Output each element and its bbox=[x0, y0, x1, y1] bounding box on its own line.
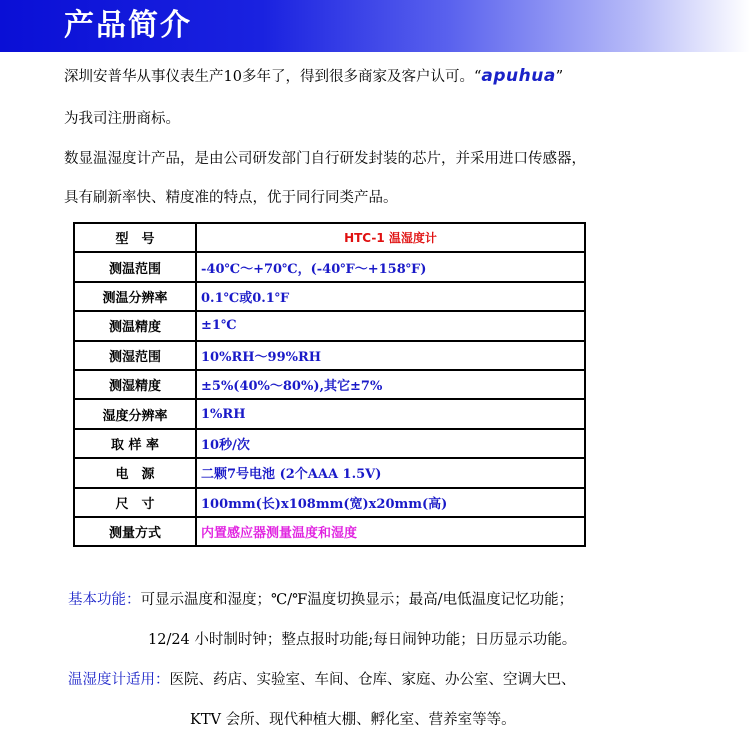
spec-label: 测量方式 bbox=[74, 517, 196, 546]
header-banner bbox=[0, 0, 750, 52]
usage-label: 温湿度计适用： bbox=[68, 672, 170, 688]
spec-label: 测湿范围 bbox=[74, 341, 196, 370]
basic-features-line-2: 12/24 小时制时钟；整点报时功能;每日闹钟功能；日历显示功能。 bbox=[148, 632, 577, 648]
spec-value: ±1℃ bbox=[196, 311, 585, 340]
table-row bbox=[74, 488, 585, 517]
spec-value: 10秒/次 bbox=[196, 429, 585, 458]
table-row bbox=[74, 223, 585, 252]
intro-quote-end: ” bbox=[555, 69, 564, 85]
table-row bbox=[74, 282, 585, 311]
spec-label: 湿度分辨率 bbox=[74, 399, 196, 428]
table-row bbox=[74, 458, 585, 487]
intro-line-3: 数显温湿度计产品，是由公司研发部门自行研发封装的芯片，并采用进口传感器， bbox=[64, 151, 586, 167]
table-row bbox=[74, 429, 585, 458]
spec-table bbox=[73, 222, 586, 547]
spec-value: ±5%(40%～80%),其它±7% bbox=[196, 370, 585, 399]
brand-logo: apuhua bbox=[481, 66, 556, 86]
spec-value: 0.1℃或0.1℉ bbox=[196, 282, 585, 311]
table-row bbox=[74, 252, 585, 281]
basic-features-label: 基本功能： bbox=[68, 592, 141, 608]
intro-line-2: 为我司注册商标。 bbox=[64, 111, 180, 127]
spec-value: 10%RH～99%RH bbox=[196, 341, 585, 370]
spec-label: 测温精度 bbox=[74, 311, 196, 340]
page-title: 产品简介 bbox=[64, 8, 192, 43]
spec-value-model: HTC-1 温湿度计 bbox=[196, 223, 585, 252]
intro-line-4: 具有刷新率快、精度准的特点，优于同行同类产品。 bbox=[64, 190, 398, 206]
table-row bbox=[74, 341, 585, 370]
table-row bbox=[74, 517, 585, 546]
usage-text: 医院、药店、实验室、车间、仓库、家庭、办公室、空调大巴、 bbox=[169, 672, 576, 688]
basic-features-text: 可显示温度和湿度；℃/℉温度切换显示；最高/电低温度记忆功能； bbox=[140, 592, 574, 608]
spec-label: 电 源 bbox=[74, 458, 196, 487]
basic-features bbox=[68, 590, 573, 610]
table-row bbox=[74, 311, 585, 340]
spec-label: 尺 寸 bbox=[74, 488, 196, 517]
intro-text: 深圳安普华从事仪表生产10多年了，得到很多商家及客户认可。“ bbox=[64, 69, 482, 85]
usage bbox=[68, 670, 576, 690]
spec-label: 测湿精度 bbox=[74, 370, 196, 399]
spec-value: 二颗7号电池 (2个AAA 1.5V) bbox=[196, 458, 585, 487]
spec-value: 1%RH bbox=[196, 399, 585, 428]
intro-line-1 bbox=[64, 66, 563, 87]
spec-value-method: 内置感应器测量温度和湿度 bbox=[196, 517, 585, 546]
spec-value: 100mm(长)x108mm(宽)x20mm(高) bbox=[196, 488, 585, 517]
spec-label: 测温分辨率 bbox=[74, 282, 196, 311]
usage-line-2: KTV 会所、现代种植大棚、孵化室、营养室等等。 bbox=[190, 712, 516, 728]
spec-label: 型 号 bbox=[74, 223, 196, 252]
table-row bbox=[74, 370, 585, 399]
spec-value: -40℃～+70℃，(-40℉～+158℉) bbox=[196, 252, 585, 281]
table-row bbox=[74, 399, 585, 428]
spec-label: 测温范围 bbox=[74, 252, 196, 281]
spec-label: 取 样 率 bbox=[74, 429, 196, 458]
